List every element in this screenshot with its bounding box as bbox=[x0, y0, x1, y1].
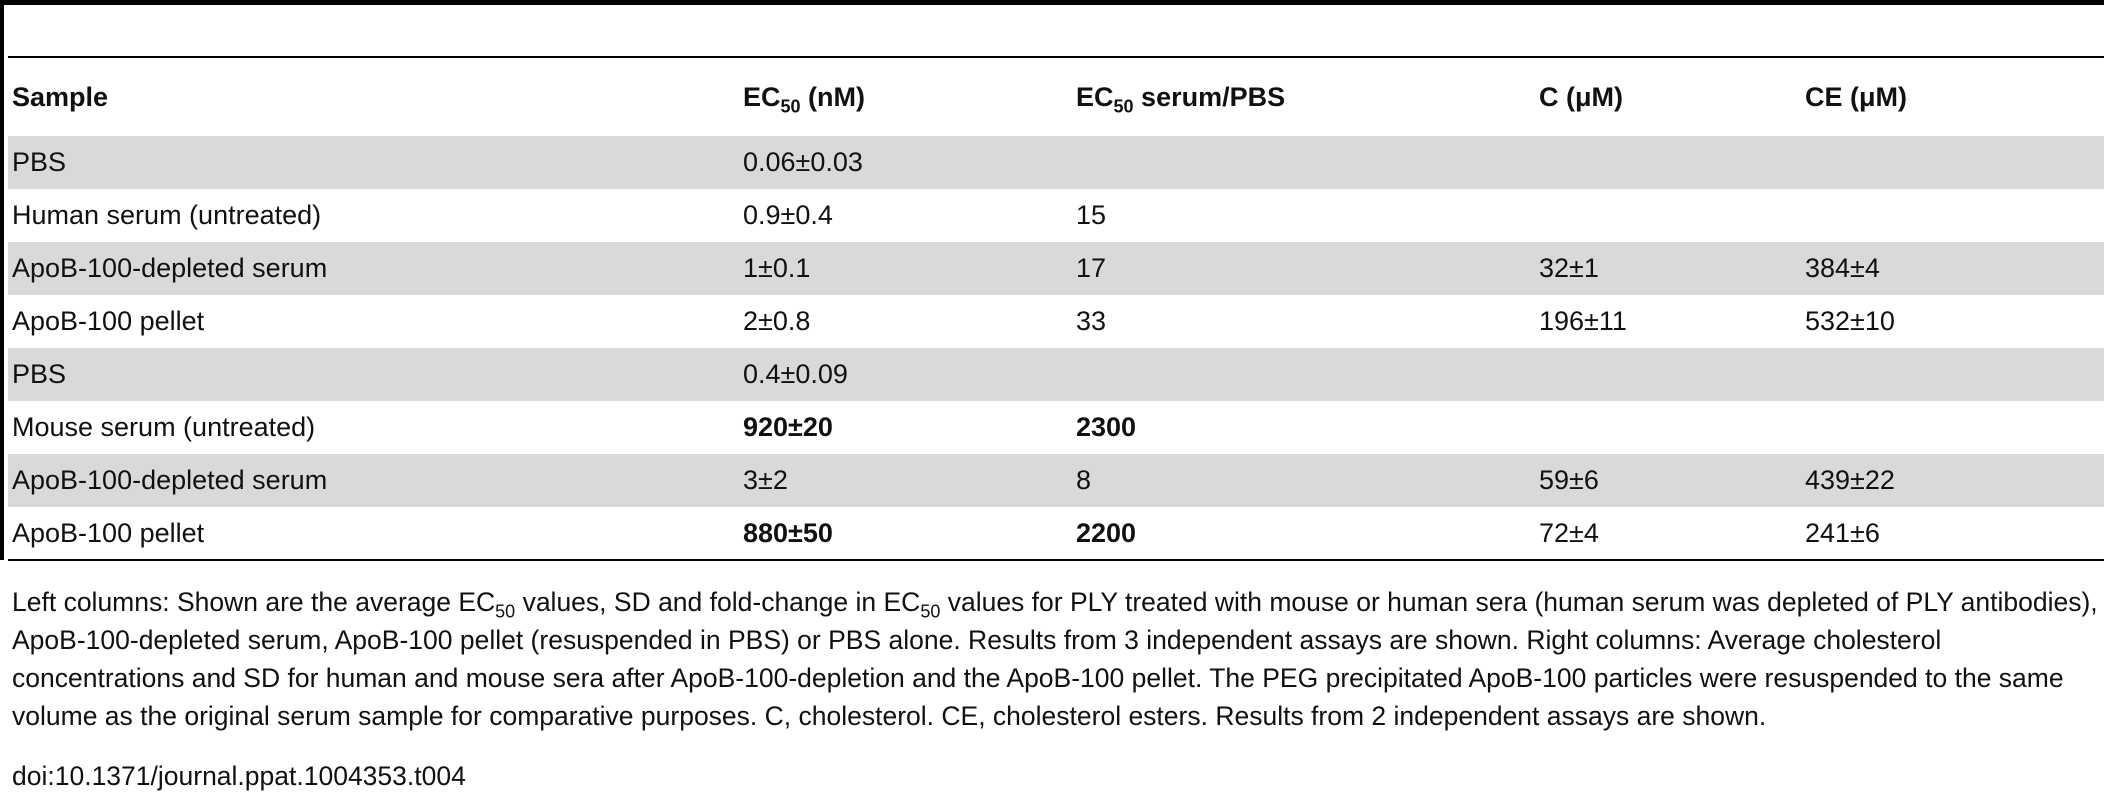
table-row bbox=[8, 189, 2104, 242]
cell-ec50: 0.9±0.4 bbox=[739, 189, 1072, 242]
table-row bbox=[8, 295, 2104, 348]
cell-c: 196±11 bbox=[1535, 295, 1801, 348]
cell-ratio bbox=[1072, 136, 1535, 189]
table-bottom-rule bbox=[8, 559, 2104, 561]
cell-ce bbox=[1801, 401, 2104, 454]
cell-ce bbox=[1801, 136, 2104, 189]
col-header-ec50-ratio: $EC_{50}$ serum/PBS bbox=[1076, 81, 1286, 116]
cell-ec50: 0.4±0.09 bbox=[739, 348, 1072, 401]
cell-ratio: 15 bbox=[1072, 189, 1535, 242]
cell-sample: Mouse serum (untreated) bbox=[8, 401, 739, 454]
table-row bbox=[8, 401, 2104, 454]
col-header-ce: CE (μM) bbox=[1805, 81, 1908, 112]
cell-ce bbox=[1801, 348, 2104, 401]
cell-c: 59±6 bbox=[1535, 454, 1801, 507]
table-row bbox=[8, 454, 2104, 507]
cell-sample: ApoB-100 pellet bbox=[8, 507, 739, 560]
table-row bbox=[8, 242, 2104, 295]
cell-ce: 384±4 bbox=[1801, 242, 2104, 295]
results-table bbox=[8, 58, 2104, 560]
col-header-sample: Sample bbox=[12, 81, 109, 112]
cell-ce bbox=[1801, 189, 2104, 242]
col-header-c: C (μM) bbox=[1539, 81, 1623, 112]
table-row bbox=[8, 507, 2104, 560]
doi-label: doi:10.1371/journal.ppat.1004353.t004 bbox=[12, 761, 466, 791]
cell-ec50: 3±2 bbox=[739, 454, 1072, 507]
cell-sample: PBS bbox=[8, 348, 739, 401]
cell-ec50: 0.06±0.03 bbox=[739, 136, 1072, 189]
cell-sample: ApoB-100-depleted serum bbox=[8, 454, 739, 507]
left-border bbox=[0, 0, 4, 560]
cell-ratio bbox=[1072, 348, 1535, 401]
header-row bbox=[8, 58, 2104, 136]
cell-ratio: 8 bbox=[1072, 454, 1535, 507]
cell-ce: 439±22 bbox=[1801, 454, 2104, 507]
cell-ratio: 2200 bbox=[1072, 507, 1535, 560]
cell-ratio: 33 bbox=[1072, 295, 1535, 348]
cell-ec50: 920±20 bbox=[739, 401, 1072, 454]
cell-c: 32±1 bbox=[1535, 242, 1801, 295]
cell-sample: ApoB-100 pellet bbox=[8, 295, 739, 348]
cell-sample: PBS bbox=[8, 136, 739, 189]
table-row bbox=[8, 348, 2104, 401]
cell-ec50: 2±0.8 bbox=[739, 295, 1072, 348]
cell-c bbox=[1535, 136, 1801, 189]
table-footnote: Left columns: Shown are the average $EC_{50}$ values, SD and fold-change in $EC_{50}$ values for PLY treated with mouse or human sera (human serum was depleted of PLY antibodies), ApoB-100-depleted serum, ApoB-100 pellet (resuspended in PBS) or PBS alone. Results from 3 independent assays are shown. Right columns: Average cholesterol concentrations and SD for human and mouse sera after ApoB-100-depletion and the ApoB-100 pellet. The PEG precipitated ApoB-100 particles were resuspended to the same volume as the original serum sample for comparative purposes. C, cholesterol. CE, cholesterol esters. Results from 2 independent assays are shown. bbox=[12, 587, 2098, 731]
top-border bbox=[0, 0, 2104, 5]
cell-sample: Human serum (untreated) bbox=[8, 189, 739, 242]
cell-ce: 532±10 bbox=[1801, 295, 2104, 348]
cell-ratio: 17 bbox=[1072, 242, 1535, 295]
table-row bbox=[8, 136, 2104, 189]
cell-c bbox=[1535, 401, 1801, 454]
cell-c bbox=[1535, 189, 1801, 242]
cell-c: 72±4 bbox=[1535, 507, 1801, 560]
cell-ec50: 1±0.1 bbox=[739, 242, 1072, 295]
cell-ce: 241±6 bbox=[1801, 507, 2104, 560]
cell-ec50: 880±50 bbox=[739, 507, 1072, 560]
cell-ratio: 2300 bbox=[1072, 401, 1535, 454]
cell-sample: ApoB-100-depleted serum bbox=[8, 242, 739, 295]
cell-c bbox=[1535, 348, 1801, 401]
col-header-ec50: $EC_{50}$ (nM) bbox=[743, 81, 866, 116]
